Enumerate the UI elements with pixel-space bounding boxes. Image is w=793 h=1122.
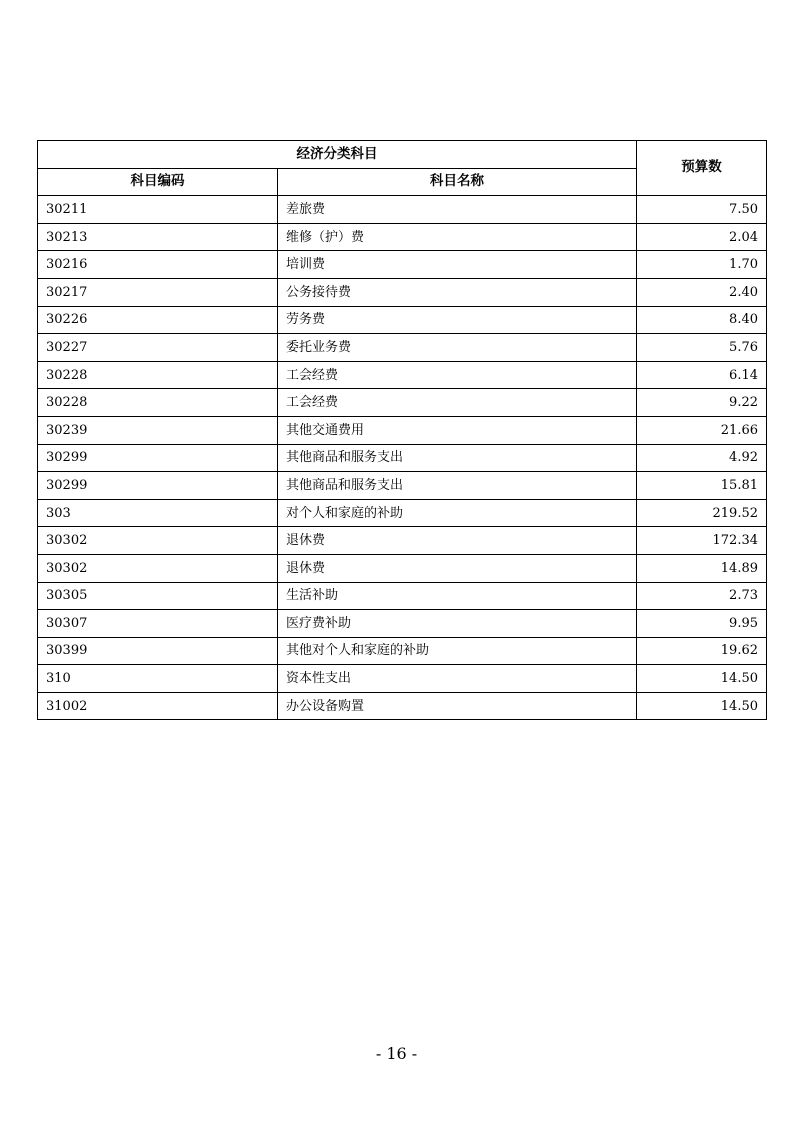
table-row [38, 251, 767, 279]
subject-code-cell: 30305 [38, 582, 278, 610]
budget-amount-cell: 15.81 [637, 472, 767, 500]
subject-code-cell: 30399 [38, 637, 278, 665]
table-row [38, 554, 767, 582]
table-body [38, 196, 767, 720]
subject-code-cell: 30228 [38, 361, 278, 389]
subject-name-cell: 劳务费 [278, 306, 637, 334]
table-row [38, 361, 767, 389]
subject-name-cell: 其他对个人和家庭的补助 [278, 637, 637, 665]
budget-amount-cell: 7.50 [637, 196, 767, 224]
subject-code-cell: 30216 [38, 251, 278, 279]
subject-name-cell: 工会经费 [278, 361, 637, 389]
budget-amount-cell: 2.04 [637, 223, 767, 251]
table-row [38, 416, 767, 444]
table-row [38, 278, 767, 306]
budget-amount-cell: 8.40 [637, 306, 767, 334]
header-subject-name: 科目名称 [278, 168, 637, 196]
subject-code-cell: 30307 [38, 610, 278, 638]
table-row [38, 499, 767, 527]
subject-name-cell: 其他商品和服务支出 [278, 472, 637, 500]
budget-amount-cell: 219.52 [637, 499, 767, 527]
budget-amount-cell: 6.14 [637, 361, 767, 389]
subject-code-cell: 30226 [38, 306, 278, 334]
budget-amount-cell: 2.73 [637, 582, 767, 610]
subject-code-cell: 30211 [38, 196, 278, 224]
subject-code-cell: 30228 [38, 389, 278, 417]
budget-amount-cell: 4.92 [637, 444, 767, 472]
subject-code-cell: 30239 [38, 416, 278, 444]
header-budget-amount: 预算数 [637, 141, 767, 196]
subject-code-cell: 30217 [38, 278, 278, 306]
budget-amount-cell: 14.50 [637, 692, 767, 720]
table-row [38, 665, 767, 693]
table-row [38, 582, 767, 610]
header-economic-category: 经济分类科目 [38, 141, 637, 169]
budget-amount-cell: 14.50 [637, 665, 767, 693]
subject-name-cell: 资本性支出 [278, 665, 637, 693]
subject-code-cell: 30299 [38, 444, 278, 472]
budget-amount-cell: 1.70 [637, 251, 767, 279]
table-row [38, 389, 767, 417]
subject-name-cell: 退休费 [278, 554, 637, 582]
subject-code-cell: 30299 [38, 472, 278, 500]
subject-name-cell: 公务接待费 [278, 278, 637, 306]
subject-name-cell: 办公设备购置 [278, 692, 637, 720]
budget-amount-cell: 9.22 [637, 389, 767, 417]
table-row [38, 610, 767, 638]
table-row [38, 527, 767, 555]
subject-name-cell: 对个人和家庭的补助 [278, 499, 637, 527]
budget-amount-cell: 14.89 [637, 554, 767, 582]
budget-amount-cell: 2.40 [637, 278, 767, 306]
subject-name-cell: 委托业务费 [278, 334, 637, 362]
subject-code-cell: 310 [38, 665, 278, 693]
subject-name-cell: 培训费 [278, 251, 637, 279]
subject-code-cell: 31002 [38, 692, 278, 720]
subject-name-cell: 生活补助 [278, 582, 637, 610]
table-row [38, 692, 767, 720]
table-row [38, 196, 767, 224]
budget-amount-cell: 9.95 [637, 610, 767, 638]
table-row [38, 637, 767, 665]
subject-code-cell: 30213 [38, 223, 278, 251]
subject-code-cell: 303 [38, 499, 278, 527]
subject-code-cell: 30227 [38, 334, 278, 362]
header-row-group [38, 141, 767, 169]
table-row [38, 306, 767, 334]
table-row [38, 472, 767, 500]
budget-table [37, 140, 767, 720]
subject-name-cell: 差旅费 [278, 196, 637, 224]
table-row [38, 334, 767, 362]
page-number: - 16 - [375, 1044, 418, 1063]
subject-name-cell: 其他商品和服务支出 [278, 444, 637, 472]
subject-name-cell: 其他交通费用 [278, 416, 637, 444]
budget-amount-cell: 172.34 [637, 527, 767, 555]
subject-name-cell: 医疗费补助 [278, 610, 637, 638]
subject-name-cell: 退休费 [278, 527, 637, 555]
subject-name-cell: 维修（护）费 [278, 223, 637, 251]
table-row [38, 223, 767, 251]
table-row [38, 444, 767, 472]
budget-amount-cell: 19.62 [637, 637, 767, 665]
budget-amount-cell: 21.66 [637, 416, 767, 444]
subject-code-cell: 30302 [38, 554, 278, 582]
header-subject-code: 科目编码 [38, 168, 278, 196]
subject-code-cell: 30302 [38, 527, 278, 555]
budget-amount-cell: 5.76 [637, 334, 767, 362]
subject-name-cell: 工会经费 [278, 389, 637, 417]
